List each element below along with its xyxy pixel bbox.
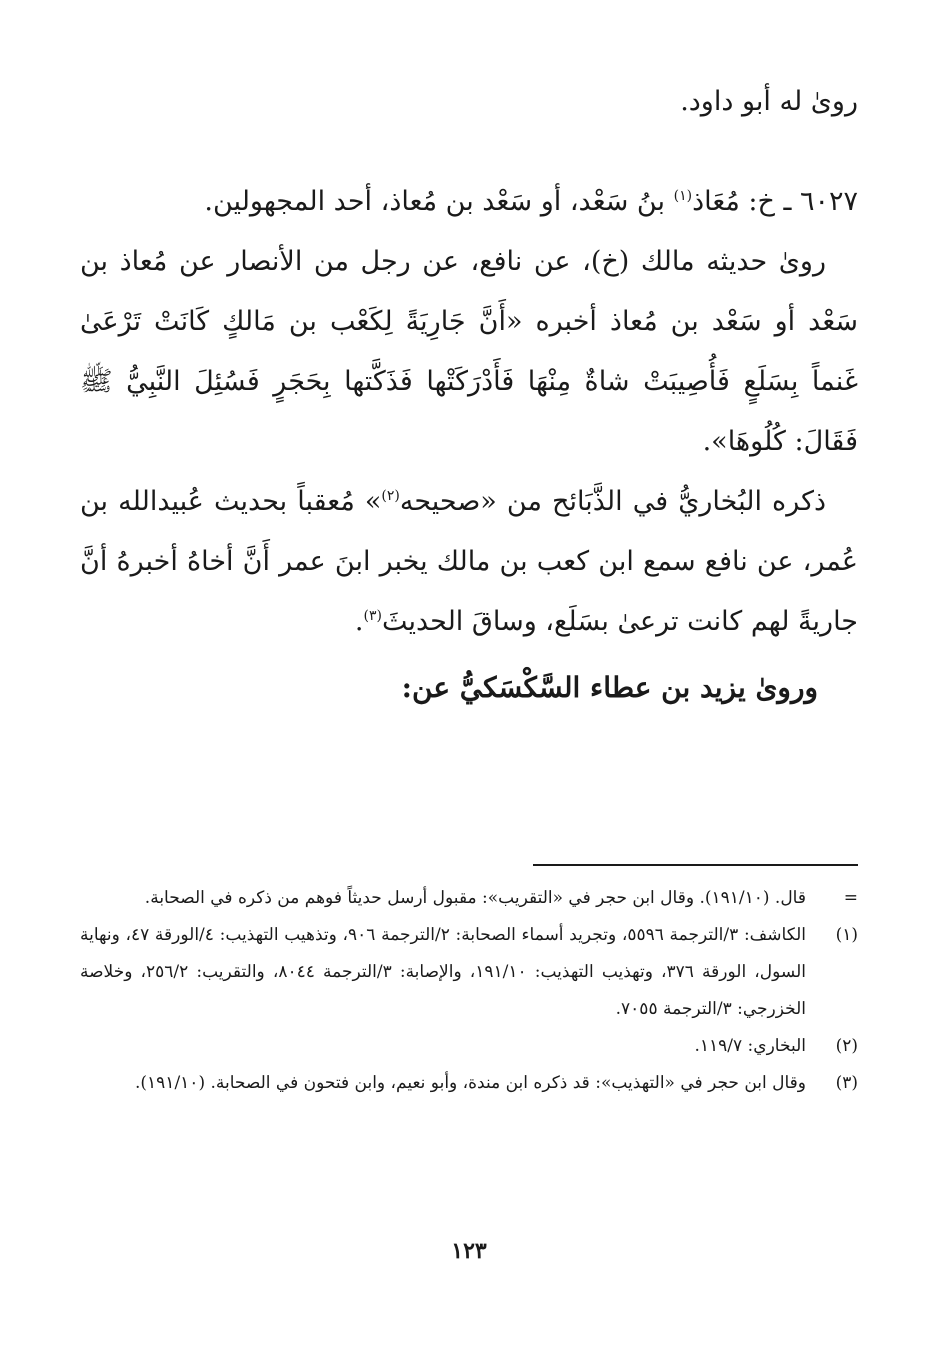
footnote-text: وقال ابن حجر في «التهذيب»: قد ذكره ابن مندة، وأبو نعيم، وابن فتحون في الصحابة. (١٩١/١٠). (135, 1073, 806, 1093)
footnote-ref-1[interactable]: (١) (673, 188, 693, 204)
next-narrators-paragraph: وروىٰ يزيد بن عطاء السَّكْسَكيُّ عن: (401, 671, 818, 704)
narration-paragraph: روىٰ حديثه مالك (خ)، عن نافع، عن رجل من الأنصار عن مُعاذ بن سَعْد أو سَعْد بن مُعاذ أخبره «أَنَّ جَارِيَةً لِكَعْب بن مَالكٍ كَانَتْ تَرْعَىٰ غَنماً بِسَلَعٍ فَأُصِيبَتْ شاةٌ مِنْهَا فَأَدْرَكَتْها فَذَكَّتها بِحَجَرٍ فَسُئِلَ النَّبِيُّ ﷺ فَقَالَ: كُلُوهَا». (80, 246, 858, 457)
footnote-ref-3[interactable]: (٣) (363, 608, 382, 624)
footnote-continued (80, 880, 858, 917)
intro-paragraph: روىٰ له أبو داود. (680, 86, 858, 117)
footnote-mark: (٢) (835, 1036, 858, 1056)
footnote-1 (80, 917, 858, 1028)
footnote-text: البخاري: ١١٩/٧. (694, 1036, 806, 1056)
bukhari-paragraph (80, 472, 858, 652)
footnote-mark: (١) (835, 925, 858, 945)
main-text (80, 72, 858, 718)
bukhari-text-b: » مُعقباً بحديث عُبيدالله بن عُمر، عن نافع سمع ابن كعب بن مالك يخبر ابنَ عمر أَنَّ أخاهُ أخبرهُ أنَّ جاريةً لهم كانت ترعىٰ بسَلَع، وساقَ الحديثَ (80, 486, 858, 637)
footnote-2 (80, 1028, 858, 1065)
footnote-mark: = (843, 888, 858, 908)
footnote-text: قال. (١٩١/١٠). وقال ابن حجر في «التقريب»: مقبول أرسل حديثاً فوهم من ذكره في الصحابة. (144, 888, 806, 908)
footnote-ref-2[interactable]: (٢) (381, 488, 400, 504)
bukhari-text-a: ذكره البُخاريُّ في الذَّبَائح من «صحيحه (399, 486, 826, 517)
bukhari-text-c: . (354, 606, 364, 637)
footnote-3 (80, 1065, 858, 1102)
footnote-mark: (٣) (835, 1073, 858, 1093)
footnote-divider (533, 864, 858, 866)
footnote-text: الكاشف: ٣/الترجمة ٥٥٩٦، وتجريد أسماء الصحابة: ٢/الترجمة ٩٠٦، وتذهيب التهذيب: ٤/الورقة ٤٧، ونهاية السول، الورقة ٣٧٦، وتهذيب التهذيب: ١٩١/١٠، والإصابة: ٣/الترجمة ٨٠٤٤، والتقريب: ٢٥٦/٢، وخلاصة الخزرجي: ٣/الترجمة ٧٠٥٥. (80, 925, 806, 1019)
entry-heading-start: ٦٠٢٧ ـ خ: مُعَاذ (692, 186, 858, 217)
footnotes (80, 880, 858, 1102)
entry-heading-paragraph (80, 172, 858, 232)
entry-heading-rest: بنُ سَعْد، أو سَعْد بن مُعاذ، أحد المجهولين. (204, 186, 674, 217)
page-number: ١٢٣ (451, 1238, 487, 1264)
